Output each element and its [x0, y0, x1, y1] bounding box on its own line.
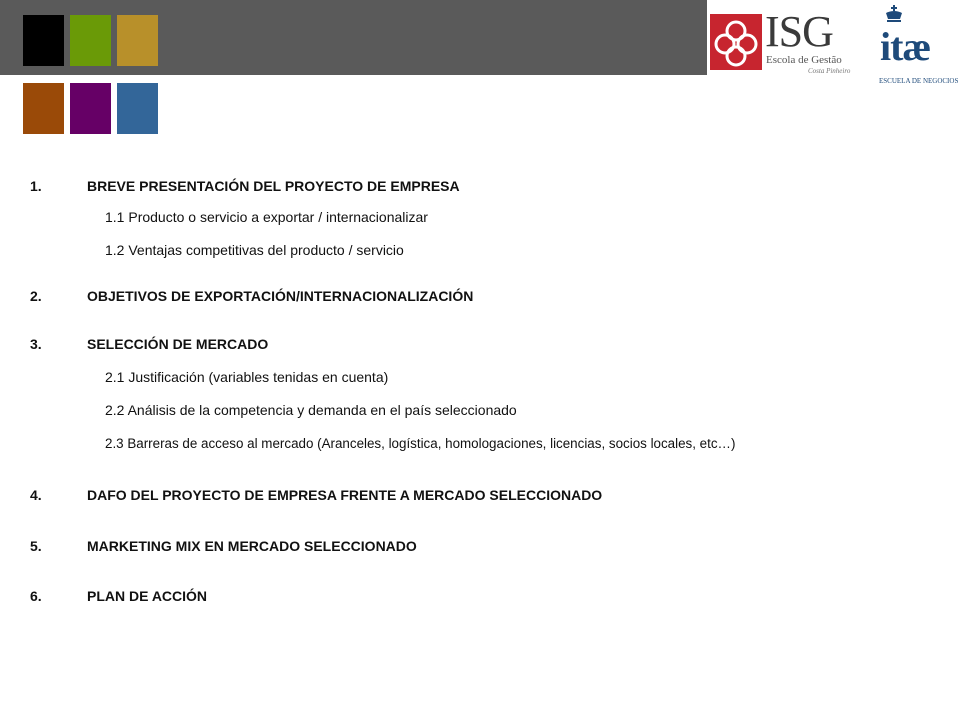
subsection-item: 1.1 Producto o servicio a exportar / internacionalizar — [105, 209, 428, 225]
section-heading-6 — [30, 587, 207, 605]
section-title: DAFO DEL PROYECTO DE EMPRESA FRENTE A MERCADO SELECCIONADO — [87, 487, 603, 503]
color-square-blue — [117, 83, 158, 134]
section-title: PLAN DE ACCIÓN — [87, 588, 208, 604]
color-square-black — [23, 15, 64, 66]
isg-logo-subtitle: Escola de Gestão — [766, 54, 842, 66]
isg-logo-name: ISG — [765, 7, 833, 56]
isg-logo-tagline: Costa Pinheiro — [808, 67, 851, 75]
section-title: SELECCIÓN DE MERCADO — [87, 336, 269, 352]
section-number: 1. — [30, 178, 42, 194]
subsection-item: 2.2 Análisis de la competencia y demanda en el país seleccionado — [105, 402, 517, 418]
section-title: OBJETIVOS DE EXPORTACIÓN/INTERNACIONALIZACIÓN — [87, 288, 474, 304]
subsection-item: 1.2 Ventajas competitivas del producto / servicio — [105, 242, 404, 258]
section-heading-2 — [30, 287, 473, 305]
section-heading-4 — [30, 486, 602, 504]
section-number: 5. — [30, 538, 42, 554]
color-square-brown — [23, 83, 64, 134]
itae-logo-subtitle: ESCUELA DE NEGOCIOS — [879, 77, 959, 85]
itae-logo — [876, 5, 959, 90]
subsection-item: 2.1 Justificación (variables tenidas en cuenta) — [105, 369, 389, 385]
crown-icon — [884, 5, 904, 26]
section-heading-1 — [30, 177, 460, 195]
isg-logo — [710, 7, 851, 78]
section-number: 3. — [30, 336, 42, 352]
section-heading-3 — [30, 335, 268, 353]
section-number: 6. — [30, 588, 42, 604]
section-number: 2. — [30, 288, 42, 304]
color-square-purple — [70, 83, 111, 134]
section-title: MARKETING MIX EN MERCADO SELECCIONADO — [87, 538, 417, 554]
isg-emblem-icon — [710, 14, 762, 70]
section-number: 4. — [30, 487, 42, 503]
color-square-gold — [117, 15, 158, 66]
subsection-item: 2.3 Barreras de acceso al mercado (Aranceles, logística, homologaciones, licencias, socios locales, etc…) — [105, 436, 736, 451]
section-heading-5 — [30, 537, 417, 555]
color-square-green — [70, 15, 111, 66]
section-title: BREVE PRESENTACIÓN DEL PROYECTO DE EMPRESA — [87, 178, 460, 194]
itae-logo-name: itæ — [880, 24, 931, 69]
